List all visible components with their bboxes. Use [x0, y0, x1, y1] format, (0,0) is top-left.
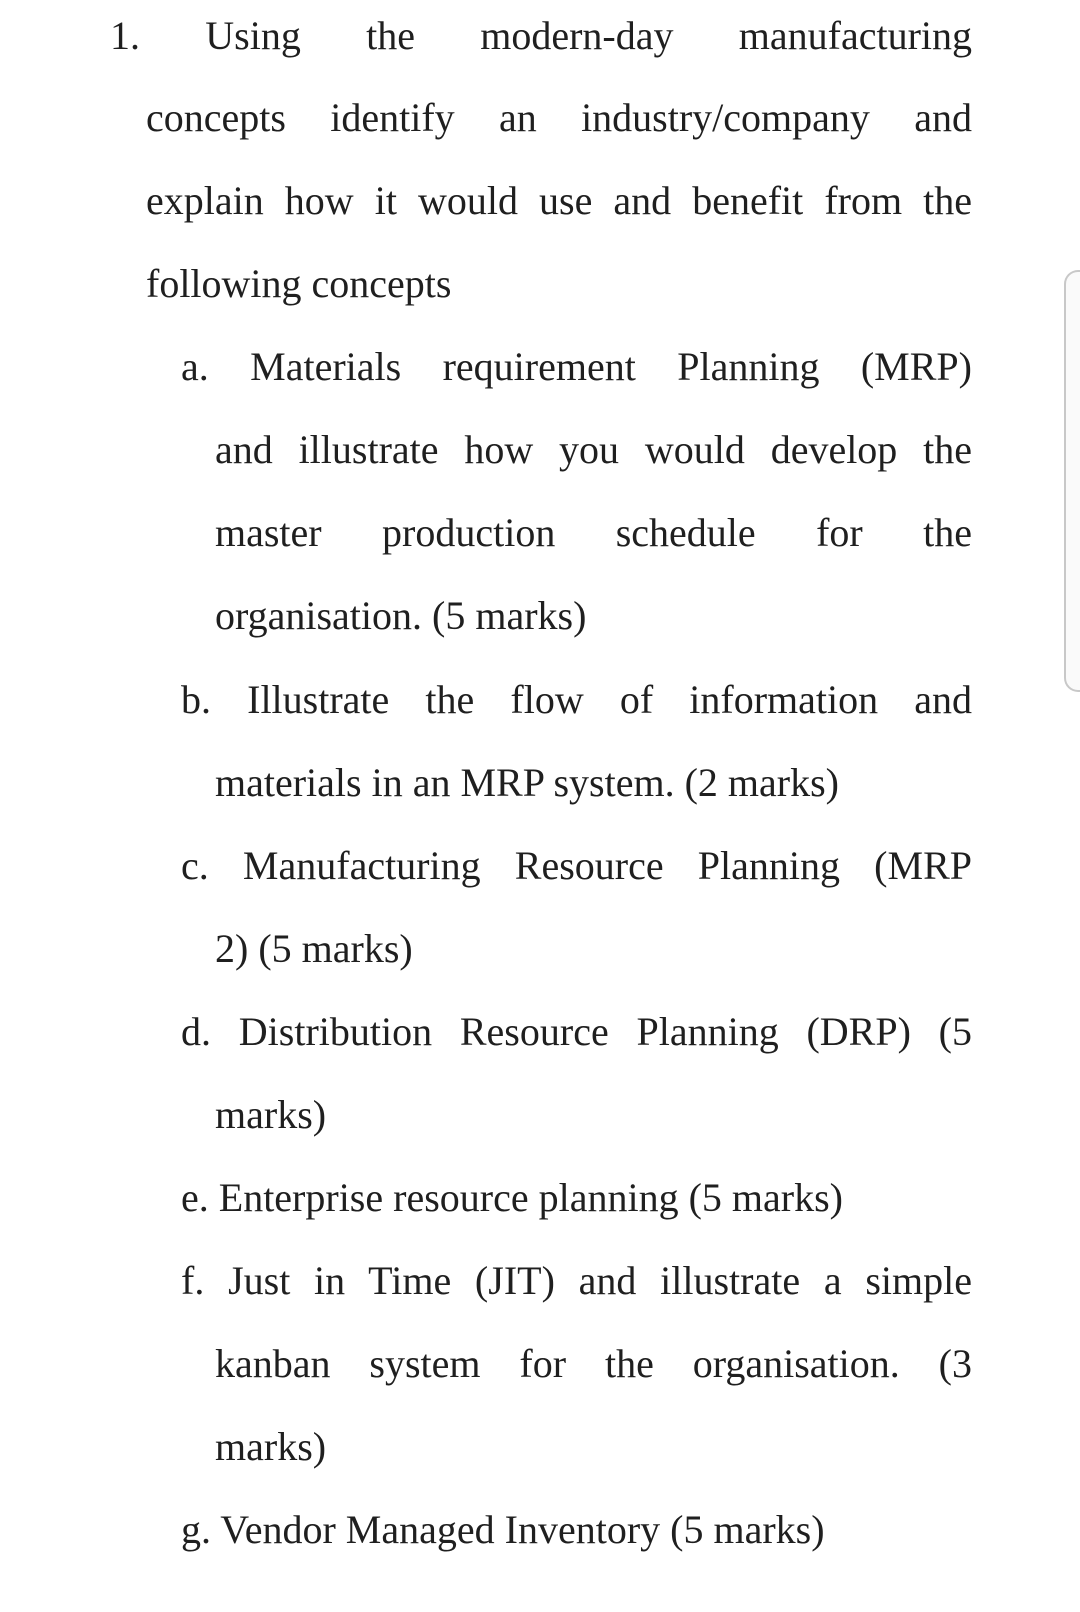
item-a-line-4: organisation. (5 marks): [215, 593, 587, 638]
question-line-4: following concepts: [146, 261, 452, 306]
item-a-line-2: and illustrate how you would develop the: [215, 427, 972, 472]
item-c-line-2: 2) (5 marks): [215, 926, 413, 971]
scroll-handle[interactable]: [1064, 270, 1080, 692]
item-d-line-2: marks): [215, 1092, 327, 1137]
item-f-line-2: kanban system for the organisation. (3: [215, 1341, 972, 1386]
item-b-line-2: materials in an MRP system. (2 marks): [215, 760, 839, 805]
question-line-3: explain how it would use and benefit from the: [146, 178, 972, 223]
item-a-line-1: a. Materials requirement Planning (MRP): [181, 344, 972, 389]
item-e-line-1: e. Enterprise resource planning (5 marks): [181, 1175, 843, 1220]
question-line-1: 1. Using the modern-day manufacturing: [110, 13, 972, 58]
question-line-2: concepts identify an industry/company and: [146, 95, 972, 140]
item-f-line-1: f. Just in Time (JIT) and illustrate a simple: [181, 1258, 972, 1303]
item-b-line-1: b. Illustrate the flow of information and: [181, 677, 972, 722]
item-d-line-1: d. Distribution Resource Planning (DRP) (5: [181, 1009, 972, 1054]
item-c-line-1: c. Manufacturing Resource Planning (MRP: [181, 843, 972, 888]
item-a-line-3: master production schedule for the: [215, 510, 972, 555]
item-g-line-1: g. Vendor Managed Inventory (5 marks): [181, 1507, 825, 1552]
item-f-line-3: marks): [215, 1424, 327, 1469]
